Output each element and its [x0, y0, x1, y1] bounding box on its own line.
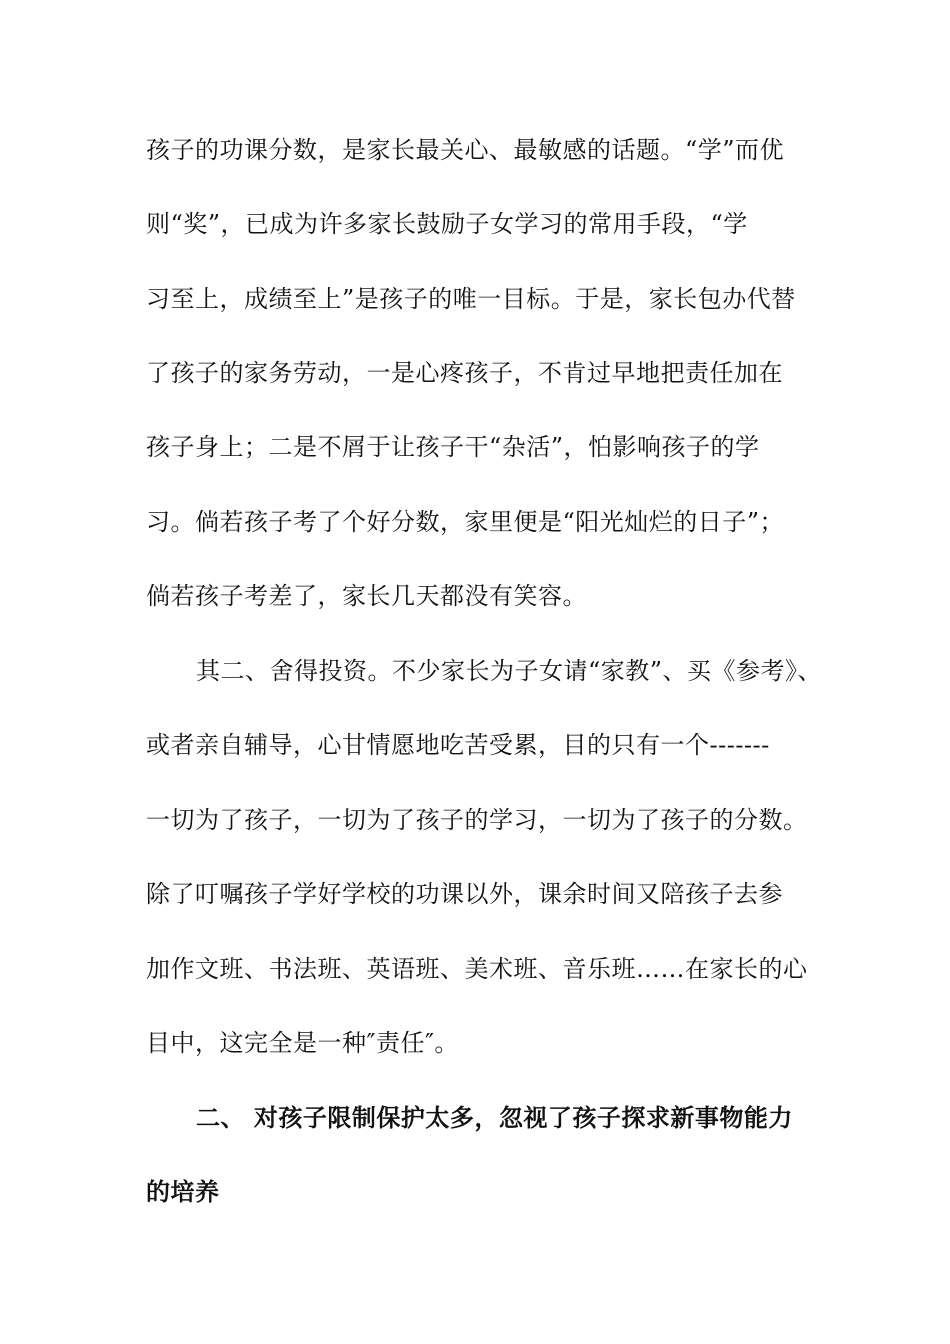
- paragraph-2-line-5: 加作文班、书法班、英语班、美术班、音乐班……在家长的心: [146, 955, 808, 983]
- paragraph-2-line-2: 或者亲自辅导，心甘情愿地吃苦受累，目的只有一个-------: [146, 731, 770, 759]
- paragraph-1-line-6: 习。倘若孩子考了个好分数，家里便是“阳光灿烂的日子”；: [146, 508, 785, 536]
- section-heading-line-1: 二、 对孩子限制保护太多，忽视了孩子探求新事物能力: [196, 1103, 793, 1132]
- paragraph-1-line-2: 则“奖”，已成为许多家长鼓励子女学习的常用手段，“学: [146, 210, 748, 238]
- paragraph-2-line-3: 一切为了孩子，一切为了孩子的学习，一切为了孩子的分数。: [146, 806, 808, 834]
- paragraph-2-line-1: 其二、舍得投资。不少家长为子女请“家教”、买《参考》、: [196, 657, 823, 685]
- paragraph-1-line-7: 倘若孩子考差了，家长几天都没有笑容。: [146, 582, 587, 610]
- paragraph-2-line-4: 除了叮嘱孩子学好学校的功课以外，课余时间又陪孩子去参: [146, 880, 783, 908]
- paragraph-1-line-1: 孩子的功课分数，是家长最关心、最敏感的话题。“学”而优: [146, 136, 785, 164]
- paragraph-1-line-3: 习至上，成绩至上”是孩子的唯一目标。于是，家长包办代替: [146, 285, 796, 313]
- paragraph-1-line-5: 孩子身上；二是不屑于让孩子干“杂活”，怕影响孩子的学: [146, 433, 760, 461]
- section-heading-line-2: 的培养: [146, 1177, 220, 1206]
- paragraph-1-line-4: 了孩子的家务劳动，一是心疼孩子，不肯过早地把责任加在: [146, 359, 783, 387]
- paragraph-2-line-6: 目中，这完全是一种″责任″。: [146, 1029, 459, 1057]
